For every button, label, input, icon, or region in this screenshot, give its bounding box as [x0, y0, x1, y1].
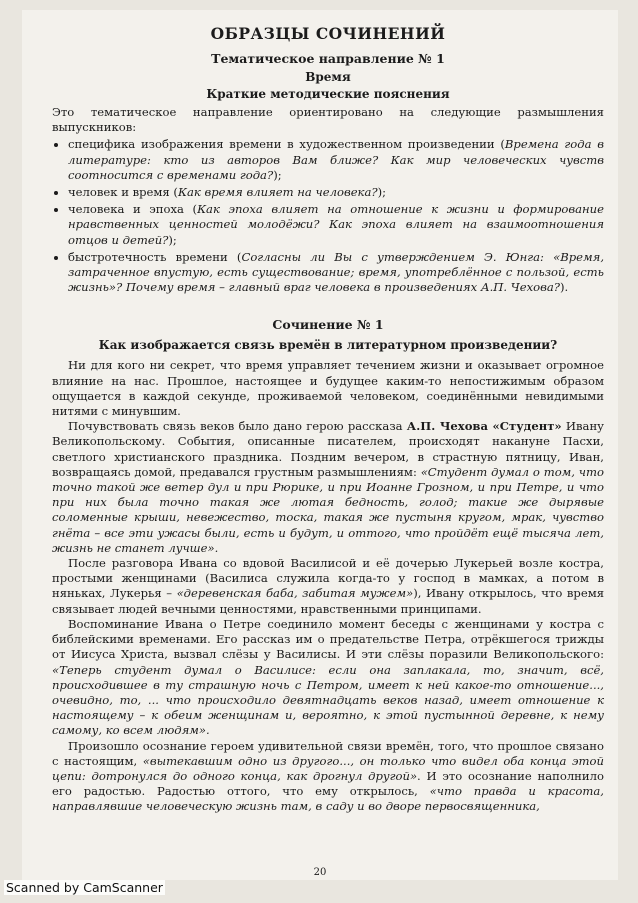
list-item-end: ); [273, 167, 282, 182]
essay-paragraph-3: После разговора Ивана со вдовой Василисой и её дочерью Лукерьей возле костра, простыми женщинами (Василиса служила когда-то у господ в мамках, а потом в няньках, Лукерья – «деревенская баба, забитая мужем»), Ивану открылось, что время связывает людей вечными ценностями, нравственными принципами. [52, 556, 605, 616]
quote: «деревенская баба, забитая мужем» [176, 586, 414, 601]
list-item [68, 250, 604, 296]
intro-paragraph: Это тематическое направление ориентировано на следующие размышления выпускников: [52, 105, 604, 135]
list-item-text: специфика изображения времени в художественном произведении ( [68, 137, 505, 152]
list-item-text: человек и время ( [68, 185, 178, 200]
essay-paragraph-2: Почувствовать связь веков было дано герою рассказа А.П. Чехова «Студент» Ивану Великопольскому. События, описанные писателем, происходят накануне Пасхи, светлого христианского праздника. Поздним вечером, в страстную пятницу, Иван, возвращаясь домой, предавался грустным размышлениям: «Студент думал о том, что точно такой же ветер дул и при Рюрике, и при Иоанне Грозном, и при Петре, и что при них была точно такая же лютая бедность, голод; такие же дырявые соломенные крыши, невежество, тоска, такая же пустыня кругом, мрак, чувство гнёта – все эти ужасы были, есть и будут, и оттого, что пройдёт ещё тысяча лет, жизнь не станет лучше». [52, 419, 604, 555]
list-item-question: Согласны ли Вы с утверждением Э. Юнга: «Время, затраченное впустую, есть существование; время, употреблённое с пользой, есть жизнь»? Почему время – главный враг человека в произведениях А.П. Чехова? [68, 249, 605, 295]
quote: «вытекавшим одно из другого..., он только что видел оба конца этой цепи: дотронулся до одного конца, как дрогнул другой» [52, 753, 604, 783]
list-item-text: человека и эпоха ( [68, 202, 198, 217]
essay-paragraph-1: Ни для кого ни секрет, что время управляет течением жизни и оказывает огромное влияние на нас. Прошлое, настоящее и будущее каким-то непостижимым образом ощущается в каждой секунде, проживаемой человеком, соединёнными невидимыми нитями с минувшим. [52, 358, 604, 419]
topic-title: Время [305, 70, 351, 84]
list-item [68, 137, 604, 183]
page-title: ОБРАЗЦЫ СОЧИНЕНИЙ [210, 24, 446, 43]
list-item-text: быстротечность времени ( [68, 249, 242, 264]
topic-list [52, 137, 604, 295]
list-item-question: Времена года в литературе: кто из авторов Вам ближе? Как мир человеческих чувств соотносится с временами года? [68, 137, 604, 182]
essay-subtitle: Как изображается связь времён в литературном произведении? [98, 338, 558, 353]
list-item [68, 202, 604, 248]
essay-paragraph-4: Воспоминание Ивана о Петре соединило момент беседы с женщинами у костра с библейскими временами. Его рассказ им о предательстве Петра, отрёкшегося трижды от Иисуса Христа, вызвал слёзы у Василисы. И эти слёзы поразили Великопольского: «Теперь студент думал о Василисе: если она заплакала, то, значит, всё, происходившее в ту страшную ночь с Петром, имеет к ней какое-то отношение..., очевидно, то, ... что происходило девятнадцать веков назад, имеет отношение к настоящему – к обеим женщинам и, вероятно, к этой пустынной деревне, к нему самому, ко всем людям». [52, 616, 604, 738]
essay-title: Сочинение № 1 [272, 317, 384, 333]
essay-paragraph-5: Произошло осознание героем удивительной связи времён, того, что прошлое связано с настоящим, «вытекавшим одно из другого..., он только что видел оба конца этой цепи: дотронулся до одного конца, как дрогнул другой». И это осознание наполнило его радостью. Радостью оттого, что ему открылось, «что правда и красота, направлявшие человеческую жизнь там, в саду и во дворе первосвященника, [52, 738, 604, 814]
scanner-watermark: Scanned by CamScanner [6, 880, 163, 895]
list-item-end: ); [168, 232, 177, 247]
quote: «Студент думал о том, что точно такой же ветер дул и при Рюрике, и при Иоанне Грозном, и при Петре, и что при них была точно такая же лютая бедность, голод; такие же дырявые соломенные крыши, невежество, тоска, такая же пустыня кругом, мрак, чувство гнёта – все эти ужасы были, есть и будут, и оттого, что пройдёт ещё тысяча лет, жизнь не станет лучше». [52, 464, 604, 555]
document-page [22, 10, 618, 880]
list-item-question: Как эпоха влияет на отношение к жизни и формирование нравственных ценностей молодёжи? Как эпоха влияет на взаимоотношения отцов и детей? [68, 202, 604, 247]
thematic-direction: Тематическое направление № 1 [211, 51, 445, 66]
list-item [68, 185, 604, 200]
list-item-end: ); [377, 185, 387, 200]
list-item-end: ). [560, 280, 569, 295]
notes-title: Краткие методические пояснения [206, 87, 450, 101]
work-reference: А.П. Чехова «Студент» [406, 419, 562, 434]
quote: «Теперь студент думал о Василисе: если она заплакала, то, значит, всё, происходившее в ту страшную ночь с Петром, имеет к ней какое-то отношение..., очевидно, то, ... что происходило девятнадцать веков назад, имеет отношение к настоящему – к обеим женщинам и, вероятно, к этой пустынной деревне, к нему самому, ко всем людям». [52, 662, 604, 738]
list-item-question: Как время влияет на человека? [177, 185, 378, 200]
page-number: 20 [313, 867, 327, 878]
quote: «что правда и красота, направлявшие человеческую жизнь там, в саду и во дворе первосвященника, [52, 784, 604, 814]
